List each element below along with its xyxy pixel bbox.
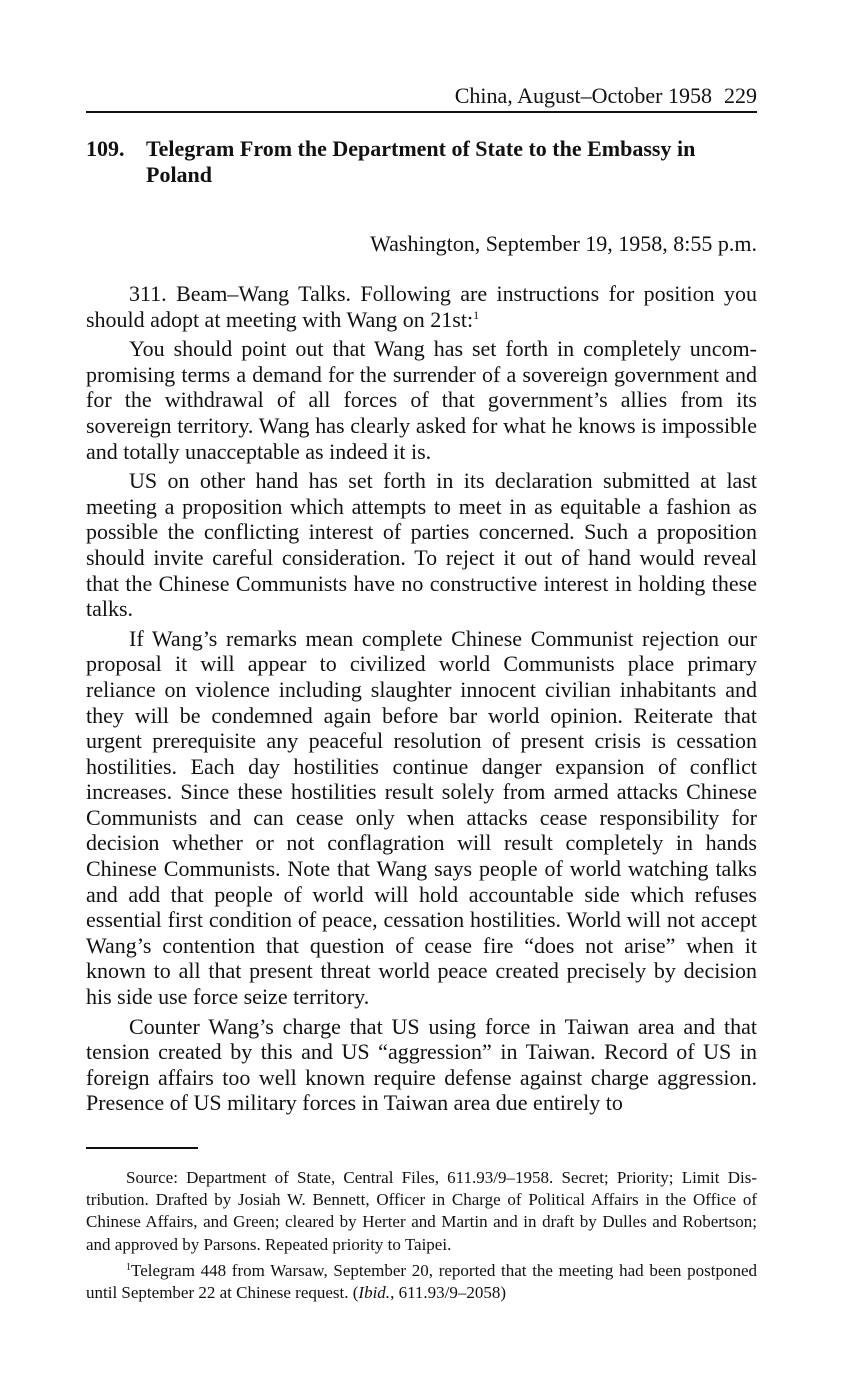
paragraph-2: You should point out that Wang has set forth in completely uncompromising terms a demand for the surrender of a sovereign government and for the withdrawal of all forces of that government’s allies from its sovereign territory. Wang has clearly asked for what he knows is impossible and totally unacceptable as indeed it is. bbox=[86, 336, 757, 464]
document-heading bbox=[86, 136, 757, 188]
paragraph-1-text: 311. Beam–Wang Talks. Following are instructions for position you should adopt at meeting with Wang on 21st: bbox=[86, 281, 757, 332]
footnote-1-ibid: Ibid. bbox=[358, 1283, 391, 1303]
paragraph-5: Counter Wang’s charge that US using force in Taiwan area and that tension created by this and US “aggression” in Taiwan. Record of US in foreign affairs too well known require defense against charge aggression. Presence of US military forces in Taiwan area due entirely to bbox=[86, 1013, 757, 1116]
footnote-1-marker: 1 bbox=[126, 1261, 131, 1273]
footnote-1 bbox=[86, 1260, 757, 1304]
footnote-ref-1: 1 bbox=[473, 307, 480, 322]
paragraph-4: If Wang’s remarks mean complete Chinese Communist rejection our proposal it will appear to civilized world Communists place primary reliance on violence including slaughter innocent civilian inhabitants and they will be condemned again before bar world opinion. Reiterate that urgent prerequisite any peaceful resolution of present crisis is cessation hostilities. Each day hostilities continue danger expansion of conflict increases. Since these hostilities result solely from armed attacks Chinese Communists and can cease only when attacks cease responsibility for decision whether or not conflagration will result completely in hands Chinese Communists. Note that Wang says people of world watching talks and add that people of world will hold accountable side which refuses essential first condition of peace, cessation hostilities. World will not accept Wang’s contention that question of cease fire “does not arise” when it known to all that present threat world peace created precisely by decision his side use force seize territory. bbox=[86, 625, 757, 1010]
paragraph-1 bbox=[86, 281, 757, 332]
document-number: 109. bbox=[86, 136, 125, 161]
footnote-1-tail: , 611.93/9–2058) bbox=[390, 1283, 507, 1303]
paragraph-3: US on other hand has set forth in its declaration submitted at last meeting a proposition which attempts to meet in as equitable a fashion as possible the conflicting interest of parties concerned. Such a proposition should invite careful consideration. To reject it out of hand would reveal that the Chinese Communists have no constructive interest in holding these talks. bbox=[86, 468, 757, 622]
telegram-body bbox=[86, 281, 757, 1120]
source-note: Source: Department of State, Central Files, 611.93/9–1958. Secret; Priority; Limit Distribution. Drafted by Josiah W. Bennett, Officer in Charge of Political Affairs in the Office of Chinese Affairs, and Green; cleared by Herter and Martin and in draft by Dulles and Robertson; and approved by Parsons. Repeated priority to Taipei. bbox=[86, 1168, 757, 1254]
dateline: Washington, September 19, 1958, 8:55 p.m. bbox=[370, 231, 757, 256]
running-head bbox=[455, 82, 757, 110]
footnotes bbox=[86, 1167, 757, 1308]
header-rule bbox=[86, 111, 757, 113]
running-head-title: China, August–October 1958 bbox=[454, 83, 712, 108]
page-number: 229 bbox=[724, 83, 757, 108]
footnote-1-text: Telegram 448 from Warsaw, September 20, reported that the meeting had been postponed until September 22 at Chinese request. ( bbox=[86, 1260, 757, 1303]
document-title: Telegram From the Department of State to the Embassy in Poland bbox=[146, 136, 696, 187]
footnote-rule bbox=[86, 1147, 198, 1149]
document-page bbox=[86, 0, 757, 1380]
